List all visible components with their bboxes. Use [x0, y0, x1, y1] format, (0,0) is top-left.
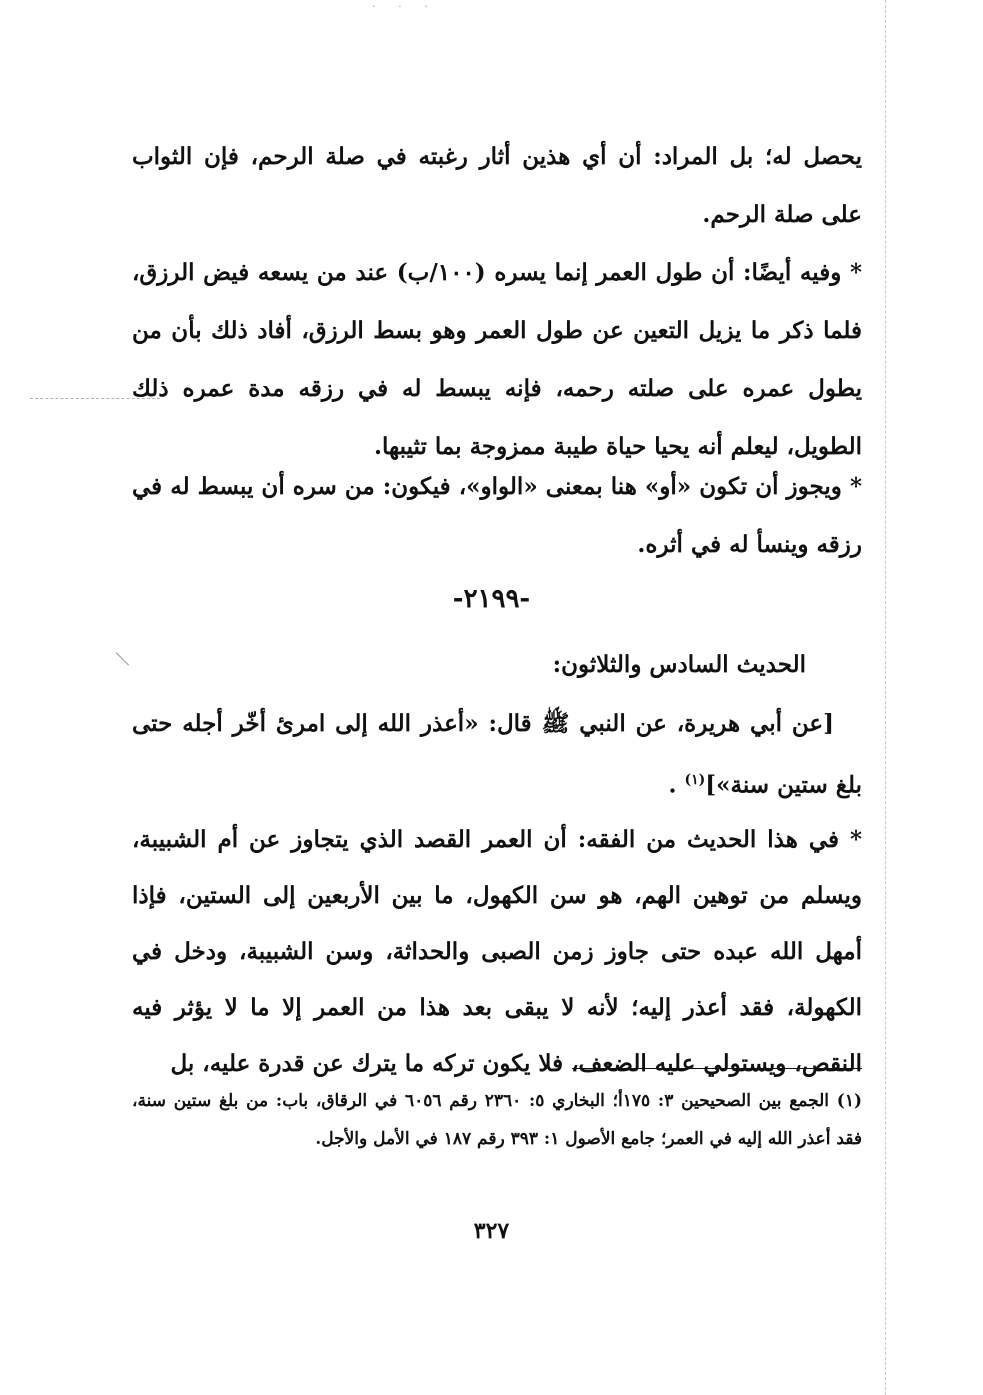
scan-artifact-slash	[116, 652, 129, 665]
paragraph-aw-meaning	[132, 458, 862, 574]
hadith-number: -٢١٩٩-	[452, 584, 531, 614]
footnote: (١) الجمع بين الصحيحين ٣: ١٧٥أ؛ البخاري ٥: ٢٣٦٠ رقم ٦٠٥٦ في الرقاق، باب: من بلغ ستين سنة، فقد أعذر الله إليه في العمر؛ جامع الأصول ١: ٣٩٣ رقم ١٨٧ في الأمل والأجل.	[132, 1091, 862, 1149]
binding-margin-line	[885, 0, 886, 1395]
footnote-ref[interactable]: (١)	[684, 772, 706, 788]
fiqh-commentary: * في هذا الحديث من الفقه: أن العمر القصد الذي يتجاوز عن أم الشبيبة، ويسلم من توهين الهم، هو سن الكهول، ما بين الأربعين إلى الستين، فإذا أمهل الله عبده حتى جاوز زمن الصبى والحداثة، وسن الشبيبة، ودخل في الكهولة، فقد أعذر إليه؛ لأنه لا يبقى بعد هذا من العمر إلا ما لا يؤثر فيه النقص، ويستولي عليه الضعف، فلا يكون تركه ما يترك عن قدرة عليه، بل	[132, 826, 862, 1077]
page-number: ٣٢٧	[473, 1218, 510, 1244]
paragraph-text: * ويجوز أن تكون «أو» هنا بمعنى «الواو»، فيكون: من سره أن يبسط له في رزقه وينسأ له في أثره.	[132, 473, 862, 558]
paragraph-text: يحصل له؛ بل المراد: أن أي هذين أثار رغبته في صلة الرحم، فإن الثواب على صلة الرحم.	[132, 143, 862, 228]
hadith-text-block	[132, 696, 862, 814]
footnote-separator	[572, 1068, 862, 1069]
hadith-text: [عن أبي هريرة، عن النبي ﷺ قال: «أعذر الله إلى امرئ أخّر أجله حتى بلغ ستين سنة»]	[132, 710, 862, 799]
scan-artifact-dots: · · ·	[372, 2, 438, 13]
paragraph-continuation	[132, 128, 862, 244]
paragraph-text: * وفيه أيضًا: أن طول العمر إنما يسره (١٠٠/ب) عند من يسعه فيض الرزق، فلما ذكر ما يزيل التعين عن طول العمر وهو بسط الرزق، أفاد ذلك بأن من يطول عمره على صلته رحمه، فإنه يبسط له في رزقه مدة عمره ذلك الطويل، ليعلم أنه يحيا حياة طيبة ممزوجة بما تثيبها.	[132, 259, 862, 460]
paragraph-length-of-life	[132, 244, 862, 476]
hadith-end: .	[668, 771, 685, 799]
hadith-heading: الحديث السادس والثلاثون:	[552, 651, 806, 678]
